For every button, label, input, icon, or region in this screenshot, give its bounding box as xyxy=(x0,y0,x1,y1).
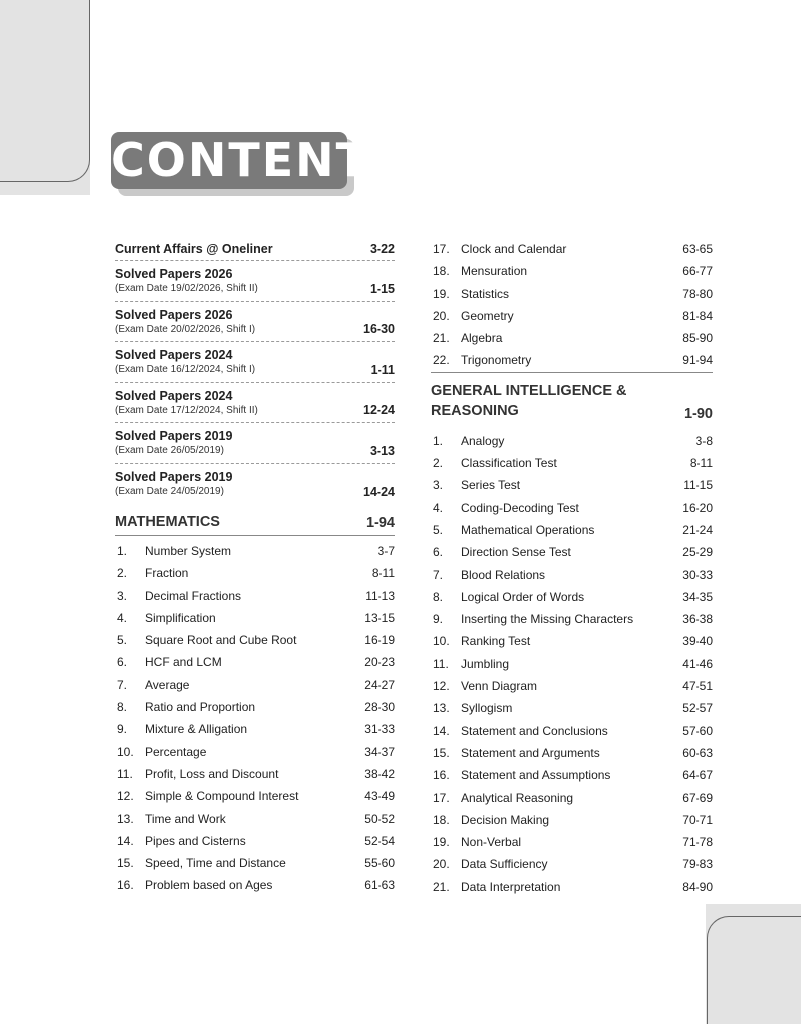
list-item xyxy=(431,452,713,474)
item-number: 14. xyxy=(433,723,450,738)
item-pages: 52-54 xyxy=(364,833,395,848)
item-number: 5. xyxy=(433,522,444,537)
list-item xyxy=(431,541,713,563)
list-item xyxy=(431,787,713,809)
item-pages: 81-84 xyxy=(682,308,713,323)
item-label: Data Interpretation xyxy=(461,879,561,894)
reasoning-pages: 1-90 xyxy=(683,405,713,422)
solved-paper-title: Solved Papers 2024 xyxy=(115,389,233,403)
list-item xyxy=(431,564,713,586)
list-item xyxy=(431,519,713,541)
item-label: Pipes and Cisterns xyxy=(145,833,246,848)
solved-paper-pages: 3-13 xyxy=(369,444,395,458)
item-number: 16. xyxy=(433,768,450,783)
item-number: 19. xyxy=(433,835,450,850)
item-label: Statistics xyxy=(461,286,510,301)
item-pages: 25-29 xyxy=(682,545,713,560)
item-label: Statement and Arguments xyxy=(461,745,600,760)
item-pages: 11-15 xyxy=(683,478,713,493)
item-label: Trigonometry xyxy=(461,353,532,368)
item-label: Jumbling xyxy=(461,656,510,671)
item-pages: 43-49 xyxy=(364,789,395,804)
item-pages: 78-80 xyxy=(682,286,713,301)
list-item xyxy=(431,586,713,608)
list-item xyxy=(431,764,713,786)
solved-paper-date: (Exam Date 17/12/2024, Shift II) xyxy=(115,405,258,416)
item-pages: 47-51 xyxy=(682,679,713,694)
item-pages: 16-19 xyxy=(364,633,395,648)
item-pages: 8-11 xyxy=(371,566,395,581)
solved-paper-date: (Exam Date 26/05/2019) xyxy=(115,445,224,456)
solved-paper-entry xyxy=(115,261,395,302)
item-pages: 13-15 xyxy=(364,610,395,625)
item-pages: 61-63 xyxy=(364,878,395,893)
list-item xyxy=(115,674,395,696)
solved-paper-date: (Exam Date 24/05/2019) xyxy=(115,486,224,497)
solved-paper-date: (Exam Date 16/12/2024, Shift I) xyxy=(115,364,256,375)
reasoning-title-line1: GENERAL INTELLIGENCE & xyxy=(431,382,627,399)
solved-paper-entry xyxy=(115,302,395,342)
solved-paper-pages: 1-11 xyxy=(370,363,395,377)
list-item xyxy=(115,763,395,785)
list-item xyxy=(115,785,395,807)
item-pages: 85-90 xyxy=(682,331,713,346)
item-number: 14. xyxy=(117,833,134,848)
contents-right-column xyxy=(431,238,713,898)
item-label: Data Sufficiency xyxy=(461,857,548,872)
item-number: 12. xyxy=(117,789,134,804)
solved-paper-date: (Exam Date 19/02/2026, Shift II) xyxy=(115,283,258,294)
item-pages: 55-60 xyxy=(364,856,395,871)
contents-left-column xyxy=(115,238,395,897)
item-number: 18. xyxy=(433,264,450,279)
item-pages: 3-7 xyxy=(377,544,395,558)
item-number: 2. xyxy=(117,566,128,581)
list-item xyxy=(115,651,395,673)
item-pages: 11-13 xyxy=(365,588,395,603)
item-label: Problem based on Ages xyxy=(145,878,273,893)
item-label: Syllogism xyxy=(461,701,513,716)
item-label: Fraction xyxy=(145,566,189,581)
item-label: Series Test xyxy=(461,478,521,493)
list-item xyxy=(431,349,713,371)
item-pages: 24-27 xyxy=(364,677,395,692)
item-number: 12. xyxy=(433,679,450,694)
item-number: 1. xyxy=(117,544,128,558)
list-item xyxy=(431,653,713,675)
solved-paper-entry xyxy=(115,423,395,464)
solved-paper-pages: 14-24 xyxy=(363,485,395,499)
item-label: Coding-Decoding Test xyxy=(461,500,579,515)
list-item xyxy=(431,327,713,349)
list-item xyxy=(431,831,713,853)
mathematics-list xyxy=(115,540,395,897)
list-item xyxy=(115,830,395,852)
item-number: 6. xyxy=(117,655,128,670)
item-number: 5. xyxy=(117,633,128,648)
item-pages: 64-67 xyxy=(682,768,713,783)
item-pages: 36-38 xyxy=(682,612,713,627)
item-number: 20. xyxy=(433,857,450,872)
list-item xyxy=(431,430,713,452)
item-number: 15. xyxy=(433,745,450,760)
list-item xyxy=(115,874,395,896)
list-item xyxy=(115,629,395,651)
list-item xyxy=(115,540,395,562)
item-pages: 63-65 xyxy=(682,242,713,256)
solved-papers-list xyxy=(115,261,395,504)
item-pages: 52-57 xyxy=(682,701,713,716)
item-label: Simple & Compound Interest xyxy=(145,789,299,804)
solved-paper-title: Solved Papers 2019 xyxy=(115,429,233,443)
item-label: Decimal Fractions xyxy=(145,588,242,603)
item-pages: 70-71 xyxy=(682,812,713,827)
page-title: CONTENTS xyxy=(111,133,405,187)
item-label: Direction Sense Test xyxy=(461,545,571,560)
item-pages: 57-60 xyxy=(682,723,713,738)
item-label: Non-Verbal xyxy=(461,835,522,850)
item-number: 8. xyxy=(117,700,128,715)
item-number: 3. xyxy=(433,478,444,493)
list-item xyxy=(431,809,713,831)
solved-paper-entry xyxy=(115,464,395,504)
item-pages: 66-77 xyxy=(682,264,713,279)
list-item xyxy=(431,608,713,630)
item-label: Venn Diagram xyxy=(461,679,538,694)
list-item xyxy=(431,630,713,652)
list-item xyxy=(115,607,395,629)
item-number: 2. xyxy=(433,456,444,471)
item-label: Analytical Reasoning xyxy=(461,790,574,805)
item-label: Clock and Calendar xyxy=(461,242,567,256)
current-affairs-pages: 3-22 xyxy=(369,242,395,256)
item-number: 7. xyxy=(117,677,128,692)
list-item xyxy=(431,305,713,327)
item-label: Percentage xyxy=(145,744,207,759)
item-pages: 16-20 xyxy=(682,500,713,515)
item-label: Logical Order of Words xyxy=(461,589,585,604)
solved-paper-pages: 16-30 xyxy=(363,322,395,336)
item-label: Average xyxy=(145,677,190,692)
item-pages: 71-78 xyxy=(682,835,713,850)
item-label: Statement and Conclusions xyxy=(461,723,608,738)
item-pages: 34-37 xyxy=(364,744,395,759)
item-pages: 41-46 xyxy=(682,656,713,671)
mathematics-list-continued xyxy=(431,238,713,372)
item-number: 15. xyxy=(117,856,134,871)
item-label: Ratio and Proportion xyxy=(145,700,256,715)
item-number: 11. xyxy=(433,656,449,671)
item-label: Classification Test xyxy=(461,456,557,471)
list-item xyxy=(431,238,713,260)
list-item xyxy=(431,675,713,697)
item-label: Speed, Time and Distance xyxy=(145,856,286,871)
item-label: Geometry xyxy=(461,308,514,323)
item-pages: 8-11 xyxy=(689,456,713,471)
current-affairs-entry xyxy=(115,238,395,261)
item-label: HCF and LCM xyxy=(145,655,222,670)
list-item xyxy=(431,260,713,282)
item-label: Profit, Loss and Discount xyxy=(145,766,279,781)
reasoning-title-line2: REASONING xyxy=(431,402,519,419)
solved-paper-entry xyxy=(115,342,395,383)
item-number: 20. xyxy=(433,308,450,323)
item-number: 21. xyxy=(433,331,450,346)
item-pages: 60-63 xyxy=(682,745,713,760)
item-label: Analogy xyxy=(461,433,505,448)
item-label: Number System xyxy=(145,544,232,558)
item-number: 13. xyxy=(117,811,134,826)
item-pages: 30-33 xyxy=(682,567,713,582)
solved-paper-title: Solved Papers 2024 xyxy=(115,348,233,362)
item-number: 21. xyxy=(433,879,450,894)
reasoning-section-header xyxy=(431,372,713,426)
item-number: 22. xyxy=(433,353,450,368)
item-number: 18. xyxy=(433,812,450,827)
solved-paper-date: (Exam Date 20/02/2026, Shift I) xyxy=(115,324,256,335)
list-item xyxy=(431,853,713,875)
item-number: 9. xyxy=(433,612,444,627)
list-item xyxy=(115,718,395,740)
mathematics-title: MATHEMATICS xyxy=(115,514,220,530)
list-item xyxy=(431,876,713,898)
item-label: Statement and Assumptions xyxy=(461,768,611,783)
item-number: 13. xyxy=(433,701,450,716)
list-item xyxy=(115,852,395,874)
corner-tab-top-left-curve xyxy=(0,0,90,182)
item-pages: 50-52 xyxy=(364,811,395,826)
list-item xyxy=(115,808,395,830)
item-pages: 3-8 xyxy=(695,433,713,448)
list-item xyxy=(115,741,395,763)
item-number: 10. xyxy=(117,744,134,759)
reasoning-list xyxy=(431,430,713,898)
list-item xyxy=(115,562,395,584)
item-pages: 39-40 xyxy=(682,634,713,649)
item-number: 11. xyxy=(117,766,133,781)
item-label: Mensuration xyxy=(461,264,528,279)
item-number: 4. xyxy=(117,610,128,625)
item-pages: 31-33 xyxy=(364,722,395,737)
item-number: 16. xyxy=(117,878,134,893)
current-affairs-label: Current Affairs @ Oneliner xyxy=(115,242,273,256)
solved-paper-pages: 1-15 xyxy=(369,282,395,296)
list-item xyxy=(115,585,395,607)
item-number: 8. xyxy=(433,589,444,604)
item-label: Simplification xyxy=(145,610,216,625)
list-item xyxy=(431,474,713,496)
item-pages: 20-23 xyxy=(364,655,395,670)
item-number: 3. xyxy=(117,588,128,603)
solved-paper-title: Solved Papers 2026 xyxy=(115,308,233,322)
item-label: Mathematical Operations xyxy=(461,522,595,537)
item-label: Decision Making xyxy=(461,812,550,827)
list-item xyxy=(431,697,713,719)
item-pages: 84-90 xyxy=(682,879,713,894)
item-number: 10. xyxy=(433,634,450,649)
item-pages: 67-69 xyxy=(682,790,713,805)
item-label: Algebra xyxy=(461,331,503,346)
mathematics-section-header xyxy=(115,512,395,536)
item-number: 9. xyxy=(117,722,128,737)
solved-paper-pages: 12-24 xyxy=(363,403,395,417)
item-number: 17. xyxy=(433,242,450,256)
item-label: Inserting the Missing Characters xyxy=(461,612,634,627)
item-number: 19. xyxy=(433,286,450,301)
item-pages: 34-35 xyxy=(682,589,713,604)
item-pages: 38-42 xyxy=(364,766,395,781)
item-pages: 91-94 xyxy=(682,353,713,368)
item-label: Time and Work xyxy=(145,811,226,826)
item-number: 6. xyxy=(433,545,444,560)
list-item xyxy=(431,742,713,764)
list-item xyxy=(431,497,713,519)
list-item xyxy=(431,720,713,742)
solved-paper-title: Solved Papers 2019 xyxy=(115,470,233,484)
item-label: Blood Relations xyxy=(461,567,546,582)
item-pages: 79-83 xyxy=(682,857,713,872)
item-number: 1. xyxy=(433,433,444,448)
item-label: Ranking Test xyxy=(461,634,531,649)
corner-tab-bottom-right-curve xyxy=(707,916,801,1024)
item-number: 17. xyxy=(433,790,450,805)
item-pages: 21-24 xyxy=(682,522,713,537)
mathematics-pages: 1-94 xyxy=(365,515,395,531)
item-label: Square Root and Cube Root xyxy=(145,633,297,648)
item-number: 7. xyxy=(433,567,444,582)
item-pages: 28-30 xyxy=(364,700,395,715)
solved-paper-entry xyxy=(115,383,395,423)
list-item xyxy=(431,283,713,305)
item-number: 4. xyxy=(433,500,444,515)
list-item xyxy=(115,696,395,718)
item-label: Mixture & Alligation xyxy=(145,722,248,737)
solved-paper-title: Solved Papers 2026 xyxy=(115,267,233,281)
